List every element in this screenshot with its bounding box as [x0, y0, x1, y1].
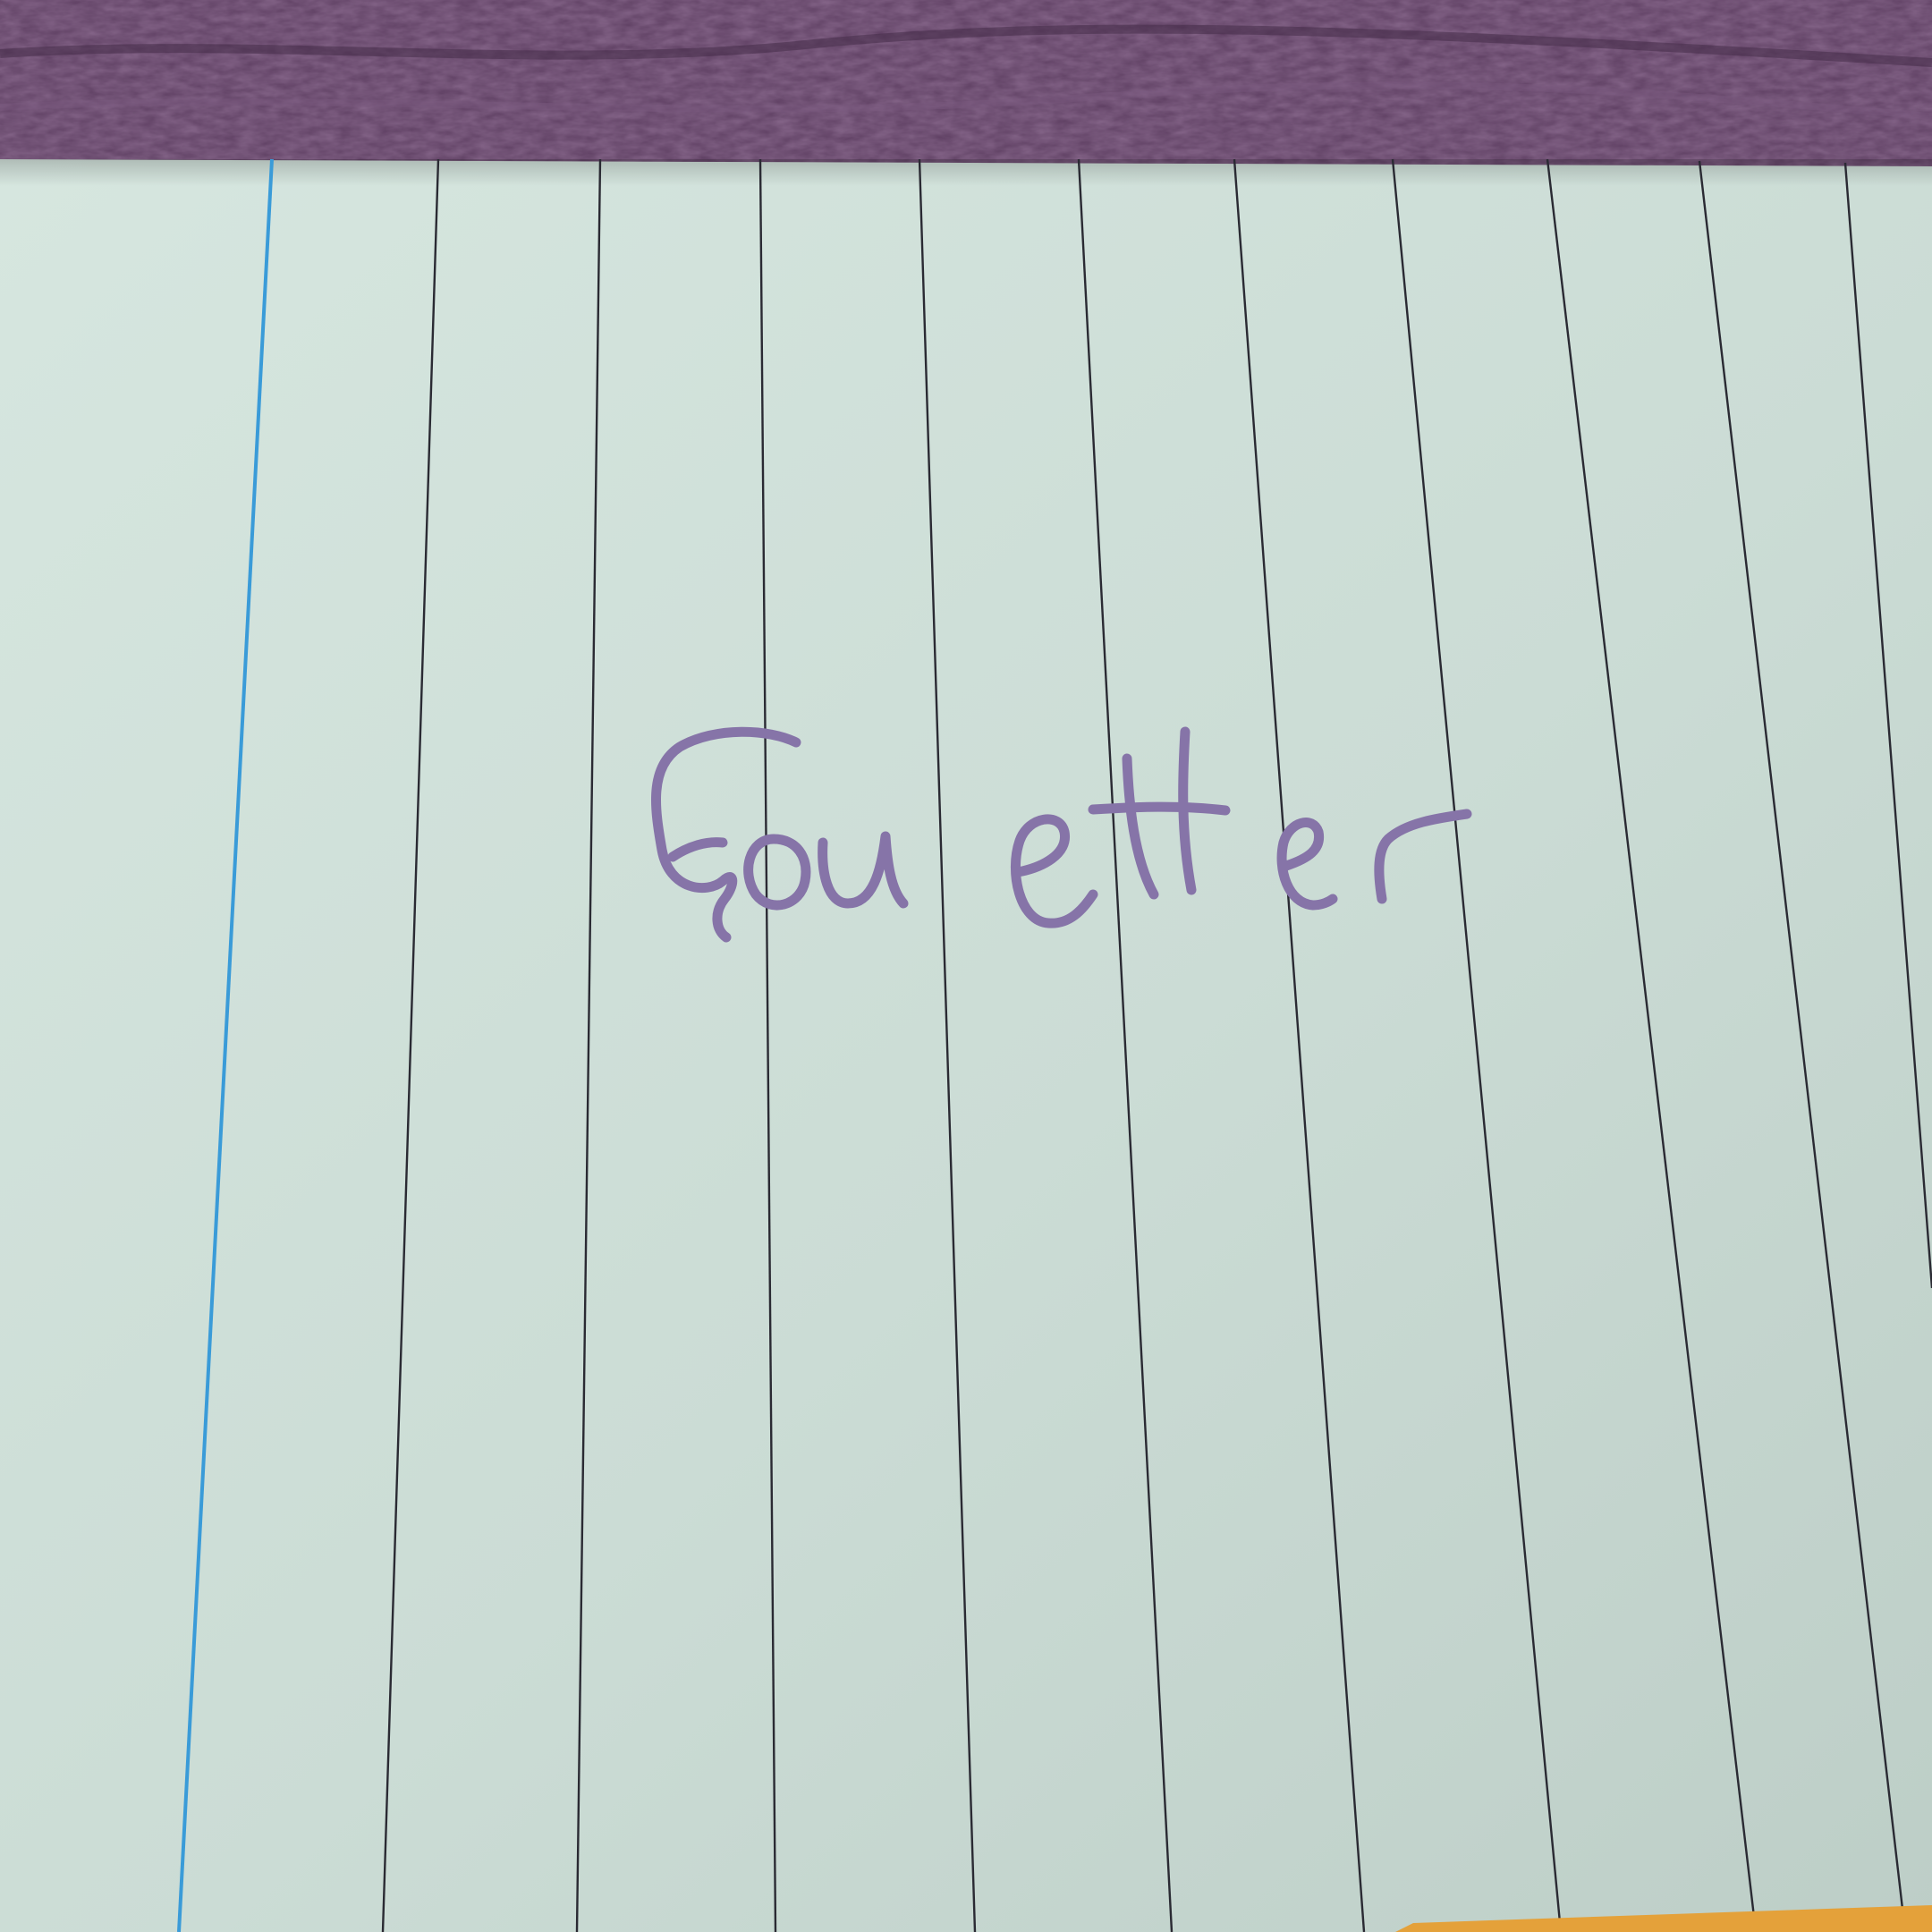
ink-stroke-t-bar	[1093, 807, 1225, 810]
paper-top-shadow	[0, 159, 1932, 186]
fabric-texture	[0, 0, 1932, 179]
